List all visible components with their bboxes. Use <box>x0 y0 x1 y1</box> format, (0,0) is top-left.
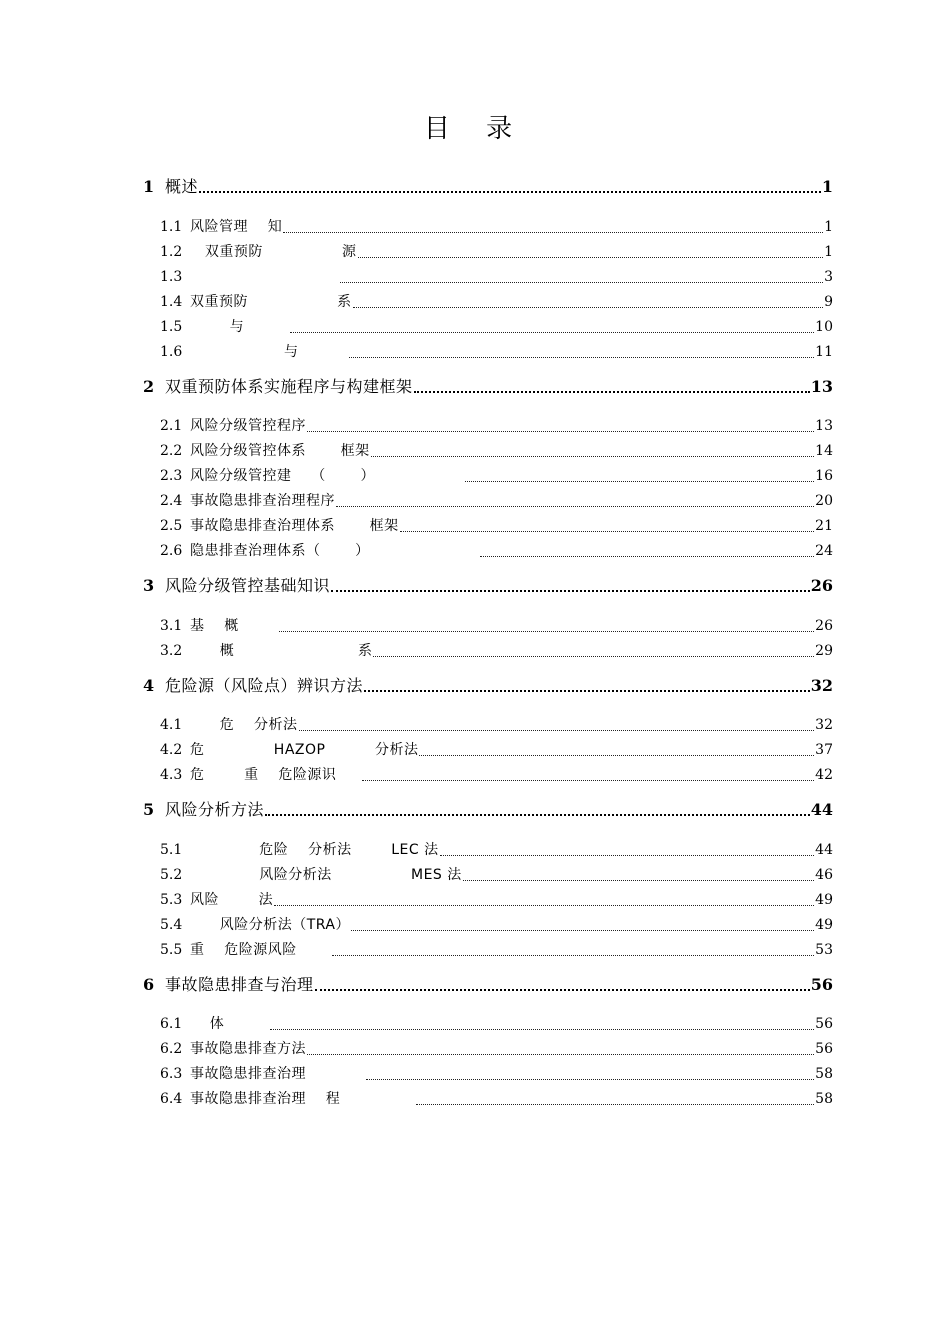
toc-entry-page-number: 21 <box>815 518 833 534</box>
toc-entry-page-number: 1 <box>824 244 833 260</box>
dot-leader <box>463 871 814 881</box>
dot-leader <box>480 547 815 557</box>
toc-entry-page-number: 49 <box>815 892 833 908</box>
toc-entry-label: 危险 分析法 LEC 法 <box>190 842 439 858</box>
dot-leader <box>307 1045 814 1055</box>
toc-entry-page-number: 26 <box>810 576 833 595</box>
toc-subsection-entry[interactable] <box>160 315 833 337</box>
toc-entry-page-number: 3 <box>824 269 833 285</box>
toc-entry-label: 事故隐患排查治理程序 <box>190 493 335 509</box>
dot-leader <box>364 680 810 692</box>
toc-entry-number: 1.5 <box>160 319 183 335</box>
page-title: 目 录 <box>423 114 527 144</box>
dot-leader <box>307 422 814 432</box>
toc-entry-label: 双重预防 系 <box>190 294 352 310</box>
toc-subsection-entry[interactable] <box>160 539 833 561</box>
toc-subsection-entry[interactable] <box>160 489 833 511</box>
toc-entry-page-number: 13 <box>815 418 833 434</box>
toc-entry-page-number: 32 <box>815 717 833 733</box>
dot-leader <box>414 381 810 393</box>
toc-entry-number: 2.3 <box>160 468 183 484</box>
dot-leader <box>336 497 814 507</box>
toc-entry-number: 5.1 <box>160 842 183 858</box>
toc-entry-label: 概述 <box>165 177 199 196</box>
toc-subsection-entry[interactable] <box>160 439 833 461</box>
toc-entry-label: 概 系 <box>190 643 373 659</box>
toc-entry-page-number: 42 <box>815 767 833 783</box>
toc-section-entry[interactable] <box>143 973 833 995</box>
dot-leader <box>416 1095 815 1105</box>
toc-subsection-entry[interactable] <box>160 265 833 287</box>
toc-entry-number: 1.3 <box>160 269 183 285</box>
toc-subsection-entry[interactable] <box>160 863 833 885</box>
toc-entry-label: 风险分级管控程序 <box>190 418 306 434</box>
dot-leader <box>274 896 814 906</box>
toc-entry-label: 危险源（风险点）辨识方法 <box>165 676 364 695</box>
toc-subsection-entry[interactable] <box>160 738 833 760</box>
dot-leader <box>299 721 815 731</box>
toc-entry-number: 5.3 <box>160 892 183 908</box>
toc-entry-number: 2 <box>143 377 155 396</box>
toc-entry-label: 事故隐患排查治理 <box>190 1066 366 1082</box>
toc-subsection-entry[interactable] <box>160 464 833 486</box>
toc-entry-page-number: 9 <box>824 294 833 310</box>
dot-leader <box>279 622 814 632</box>
toc-entry-page-number: 11 <box>815 344 833 360</box>
dot-leader <box>419 746 814 756</box>
toc-entry-page-number: 58 <box>815 1091 833 1107</box>
toc-subsection-entry[interactable] <box>160 240 833 262</box>
toc-entry-number: 3 <box>143 576 155 595</box>
toc-entry-number: 3.2 <box>160 643 183 659</box>
toc-entry-page-number: 20 <box>815 493 833 509</box>
toc-entry-number: 5.4 <box>160 917 183 933</box>
dot-leader <box>340 273 824 283</box>
toc-subsection-entry[interactable] <box>160 1087 833 1109</box>
toc-entry-page-number: 46 <box>815 867 833 883</box>
toc-entry-label: 事故隐患排查与治理 <box>165 975 314 994</box>
toc-entry-label: 风险分级管控体系 框架 <box>190 443 370 459</box>
dot-leader <box>371 447 815 457</box>
toc-entry-label: 风险 法 <box>190 892 274 908</box>
toc-entry-label: 风险分析方法 <box>165 800 265 819</box>
dot-leader <box>270 1020 814 1030</box>
toc-entry-number: 6.4 <box>160 1091 183 1107</box>
toc-entry-label: 风险管理 知 <box>190 219 283 235</box>
toc-entry-label: 危 重 危险源识 <box>190 767 362 783</box>
toc-subsection-entry[interactable] <box>160 913 833 935</box>
toc-entry-label: 危 分析法 <box>190 717 298 733</box>
toc-entry-label: 事故隐患排查治理体系 框架 <box>190 518 399 534</box>
toc-entry-number: 3.1 <box>160 618 183 634</box>
toc-entry-label: 风险分析法 MES 法 <box>190 867 462 883</box>
toc-entry-page-number: 26 <box>815 618 833 634</box>
toc-entry-number: 4.2 <box>160 742 183 758</box>
dot-leader <box>353 298 823 308</box>
toc-entry-label: 隐患排查治理体系（ ） <box>190 543 479 559</box>
toc-subsection-entry[interactable] <box>160 838 833 860</box>
dot-leader <box>400 522 815 532</box>
dot-leader <box>290 323 815 333</box>
toc-section-entry[interactable] <box>143 175 833 197</box>
toc-entry-page-number: 1 <box>821 177 833 196</box>
toc-entry-page-number: 44 <box>815 842 833 858</box>
toc-subsection-entry[interactable] <box>160 713 833 735</box>
toc-entry-number: 4 <box>143 676 155 695</box>
dot-leader <box>315 979 810 991</box>
toc-subsection-entry[interactable] <box>160 888 833 910</box>
toc-entry-page-number: 24 <box>815 543 833 559</box>
toc-subsection-entry[interactable] <box>160 639 833 661</box>
toc-entry-number: 6 <box>143 975 155 994</box>
toc-entry-label: 双重预防体系实施程序与构建框架 <box>165 377 413 396</box>
toc-entry-page-number: 37 <box>815 742 833 758</box>
toc-entry-page-number: 16 <box>815 468 833 484</box>
toc-entry-label: 事故隐患排查方法 <box>190 1041 306 1057</box>
toc-entry-label: 体 <box>190 1016 269 1032</box>
dot-leader <box>332 946 814 956</box>
toc-entry-number: 1 <box>143 177 155 196</box>
toc-entry-label: 事故隐患排查治理 程 <box>190 1091 415 1107</box>
dot-leader <box>199 181 821 193</box>
toc-entry-page-number: 1 <box>824 219 833 235</box>
dot-leader <box>349 348 814 358</box>
toc-entry-page-number: 14 <box>815 443 833 459</box>
dot-leader <box>331 580 810 592</box>
toc-entry-page-number: 58 <box>815 1066 833 1082</box>
toc-entry-label: 风险分级管控建 （ ） <box>190 468 465 484</box>
toc-entry-number: 6.1 <box>160 1016 183 1032</box>
toc-subsection-entry[interactable] <box>160 514 833 536</box>
toc-entry-number: 1.4 <box>160 294 183 310</box>
toc-subsection-entry[interactable] <box>160 414 833 436</box>
dot-leader <box>465 472 814 482</box>
toc-entry-number: 2.6 <box>160 543 183 559</box>
toc-section-entry[interactable] <box>143 574 833 596</box>
toc-entry-page-number: 44 <box>810 800 833 819</box>
toc-section-entry[interactable] <box>143 375 833 397</box>
toc-entry-page-number: 13 <box>810 377 833 396</box>
toc-entry-label: 与 <box>190 319 289 335</box>
dot-leader <box>440 846 815 856</box>
toc-entry-number: 4.1 <box>160 717 183 733</box>
dot-leader <box>362 771 814 781</box>
toc-entry-number: 5 <box>143 800 155 819</box>
toc-entry-label: 双重预防 源 <box>190 244 357 260</box>
dot-leader <box>265 804 810 816</box>
toc-entry-number: 2.2 <box>160 443 183 459</box>
toc-entry-number: 1.6 <box>160 344 183 360</box>
toc-entry-label: 危 HAZOP 分析法 <box>190 742 419 758</box>
toc-entry-label <box>190 267 339 287</box>
toc-subsection-entry[interactable] <box>160 215 833 237</box>
toc-entry-page-number: 10 <box>815 319 833 335</box>
toc-entry-number: 2.4 <box>160 493 183 509</box>
toc-entry-page-number: 32 <box>810 676 833 695</box>
toc-entry-number: 6.2 <box>160 1041 183 1057</box>
toc-subsection-entry[interactable] <box>160 1012 833 1034</box>
toc-entry-page-number: 29 <box>815 643 833 659</box>
toc-subsection-entry[interactable] <box>160 763 833 785</box>
toc-entry-label: 风险分级管控基础知识 <box>165 576 331 595</box>
toc-entry-page-number: 56 <box>815 1016 833 1032</box>
toc-subsection-entry[interactable] <box>160 1037 833 1059</box>
toc-entry-number: 1.1 <box>160 219 183 235</box>
toc-entry-number: 1.2 <box>160 244 183 260</box>
toc-subsection-entry[interactable] <box>160 290 833 312</box>
toc-entry-number: 4.3 <box>160 767 183 783</box>
dot-leader <box>373 647 814 657</box>
dot-leader <box>358 248 824 258</box>
toc-entry-label: 风险分析法（TRA） <box>190 917 350 933</box>
toc-entry-number: 6.3 <box>160 1066 183 1082</box>
toc-entry-number: 5.5 <box>160 942 183 958</box>
toc-entry-label: 与 <box>190 344 349 360</box>
toc-section-entry[interactable] <box>143 798 833 820</box>
toc-entry-page-number: 56 <box>810 975 833 994</box>
dot-leader <box>351 921 814 931</box>
toc-entry-label: 重 危险源风险 <box>190 942 332 958</box>
toc-entry-page-number: 49 <box>815 917 833 933</box>
toc-subsection-entry[interactable] <box>160 938 833 960</box>
toc-section-entry[interactable] <box>143 674 833 696</box>
toc-entry-page-number: 56 <box>815 1041 833 1057</box>
toc-entry-page-number: 53 <box>815 942 833 958</box>
dot-leader <box>283 223 823 233</box>
toc-subsection-entry[interactable] <box>160 614 833 636</box>
toc-subsection-entry[interactable] <box>160 1062 833 1084</box>
toc-subsection-entry[interactable] <box>160 340 833 362</box>
toc-entry-label: 基 概 <box>190 618 279 634</box>
dot-leader <box>366 1070 814 1080</box>
toc-entry-number: 2.1 <box>160 418 183 434</box>
toc-entry-number: 5.2 <box>160 867 183 883</box>
toc-entry-number: 2.5 <box>160 518 183 534</box>
